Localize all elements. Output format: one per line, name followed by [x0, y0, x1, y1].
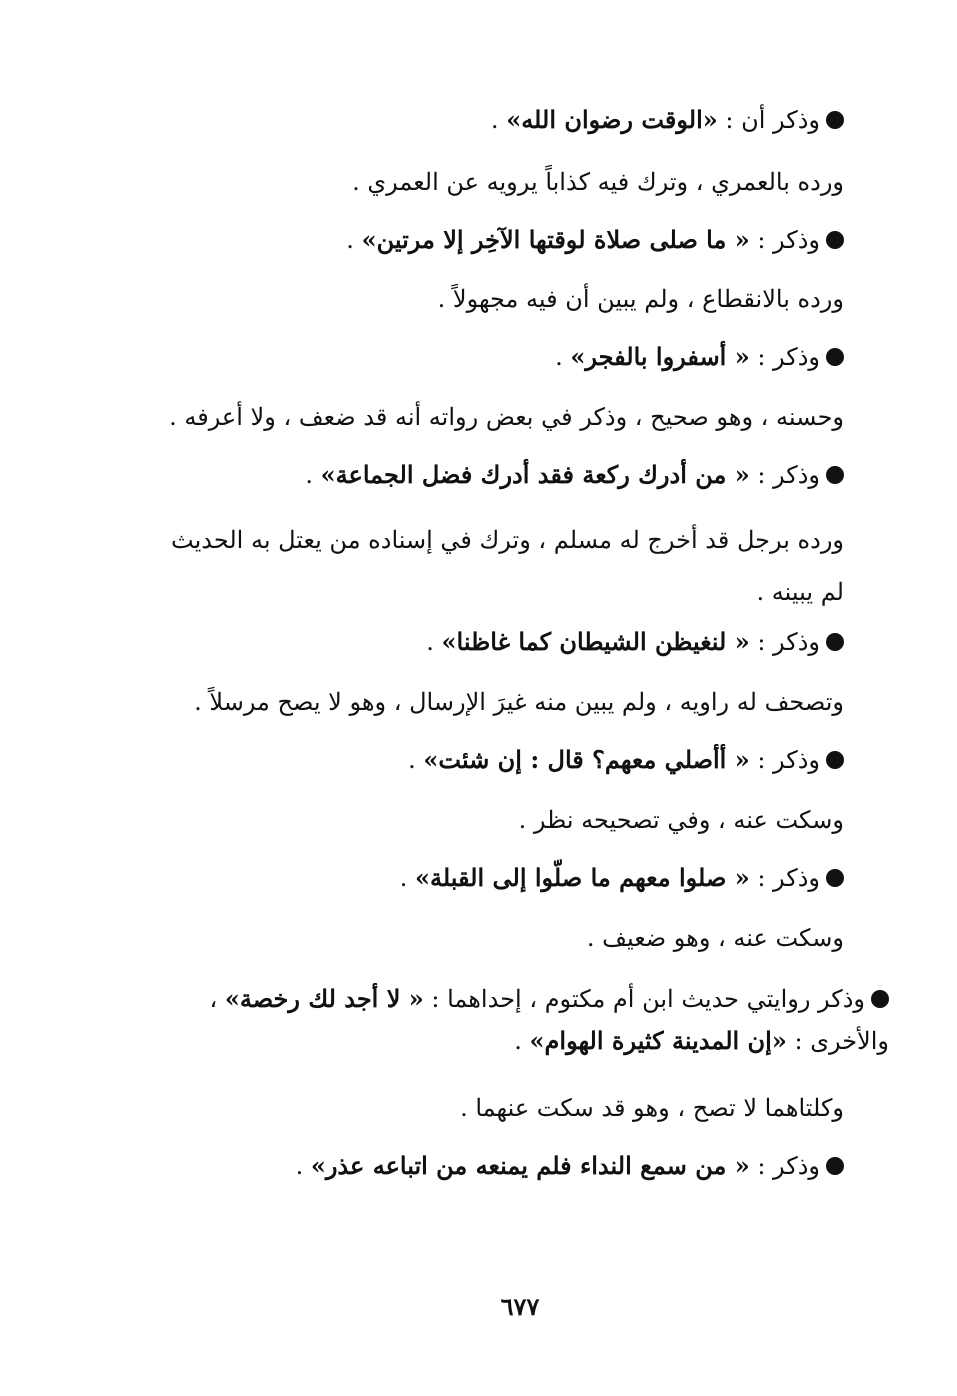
hadith-text: «الوقت رضوان الله» [506, 105, 718, 134]
hadith-text: « لا أجد لك رخصة» [224, 984, 424, 1013]
entry-suffix: . [514, 1027, 530, 1055]
entry-suffix: . [490, 106, 507, 134]
entry-suffix: . [408, 746, 424, 774]
comment-6 [164, 804, 844, 836]
entry-4 [164, 459, 844, 491]
hadith-text: « ما صلى صلاة لوقتها الآخِر إلا مرتين» [361, 225, 750, 254]
entry-prefix: وذكر : [749, 1152, 820, 1180]
comment-text: ورده بالعمري ، وترك فيه كذاباً يرويه عن العمري . [352, 168, 844, 196]
hadith-text: « صلوا معهم ما صلّوا إلى القبلة» [414, 863, 750, 892]
entry-prefix: وذكر أن : [717, 106, 820, 134]
comment-text: ورده برجل قد أخرج له مسلم ، وترك في إسناده من يعتل به الحديث لم يبينه . [171, 526, 844, 606]
entry-prefix: وذكر : [749, 343, 820, 371]
entry-3 [164, 341, 844, 373]
entry-suffix: . [399, 864, 415, 892]
hadith-text: « لنغيظن الشيطان كما غاظنا» [441, 627, 750, 656]
hadith-text: « من أدرك ركعة فقد أدرك فضل الجماعة» [320, 460, 750, 489]
comment-text: وسكت عنه ، وفي تصحيحه نظر . [518, 806, 844, 834]
comment-text: وحسنه ، وهو صحيح ، وذكر في بعض رواته أنه قد ضعف ، ولا أعرفه . [169, 403, 844, 431]
bullet-icon [826, 751, 844, 769]
entry-9 [164, 1150, 844, 1182]
entry-8 [159, 978, 889, 1062]
hadith-text: « أسفروا بالفجر» [570, 342, 750, 371]
comment-7 [164, 922, 844, 954]
entry-2 [164, 224, 844, 256]
entry-prefix: وذكر : [749, 746, 820, 774]
entry-prefix: وذكر : [749, 864, 820, 892]
entry-prefix: وذكر : [749, 461, 820, 489]
comment-8 [164, 1092, 844, 1124]
bullet-icon [826, 1157, 844, 1175]
entry-suffix: . [305, 461, 321, 489]
bullet-icon [826, 231, 844, 249]
entry-5 [164, 626, 844, 658]
entry-suffix: . [426, 628, 442, 656]
bullet-icon [826, 869, 844, 887]
hadith-text-second: «إن المدينة كثيرة الهوام» [529, 1026, 787, 1055]
bullet-icon [826, 466, 844, 484]
entry-middle: ، والأخرى : [209, 985, 889, 1055]
hadith-text: « من سمع النداء فلم يمنعه من اتباعه عذر» [310, 1151, 750, 1180]
comment-3 [164, 401, 844, 433]
entry-suffix: . [346, 226, 362, 254]
bullet-icon [826, 633, 844, 651]
comment-text: وسكت عنه ، وهو ضعيف . [586, 924, 844, 952]
comment-text: وكلتاهما لا تصح ، وهو قد سكت عنهما . [460, 1094, 844, 1122]
entry-suffix: . [295, 1152, 311, 1180]
comment-text: ورده بالانقطاع ، ولم يبين أن فيه مجهولاً . [437, 285, 844, 313]
entry-prefix: وذكر روايتي حديث ابن أم مكتوم ، إحداهما : [423, 985, 865, 1013]
entry-prefix: وذكر : [749, 226, 820, 254]
bullet-icon [826, 111, 844, 129]
bullet-icon [826, 348, 844, 366]
entry-suffix: . [555, 343, 571, 371]
page-number: ٦٧٧ [500, 1292, 540, 1321]
entry-1 [164, 104, 844, 136]
comment-text: وتصحف له راويه ، ولم يبين منه غيرَ الإرسال ، وهو لا يصح مرسلاً . [194, 688, 844, 716]
comment-2 [164, 283, 844, 315]
entry-prefix: وذكر : [749, 628, 820, 656]
bullet-icon [871, 990, 889, 1008]
entry-6 [164, 744, 844, 776]
comment-5 [164, 686, 844, 718]
comment-4 [154, 514, 844, 618]
hadith-text: « أأصلي معهم؟ قال : إن شئت» [423, 745, 750, 774]
comment-1 [164, 166, 844, 198]
entry-7 [164, 862, 844, 894]
